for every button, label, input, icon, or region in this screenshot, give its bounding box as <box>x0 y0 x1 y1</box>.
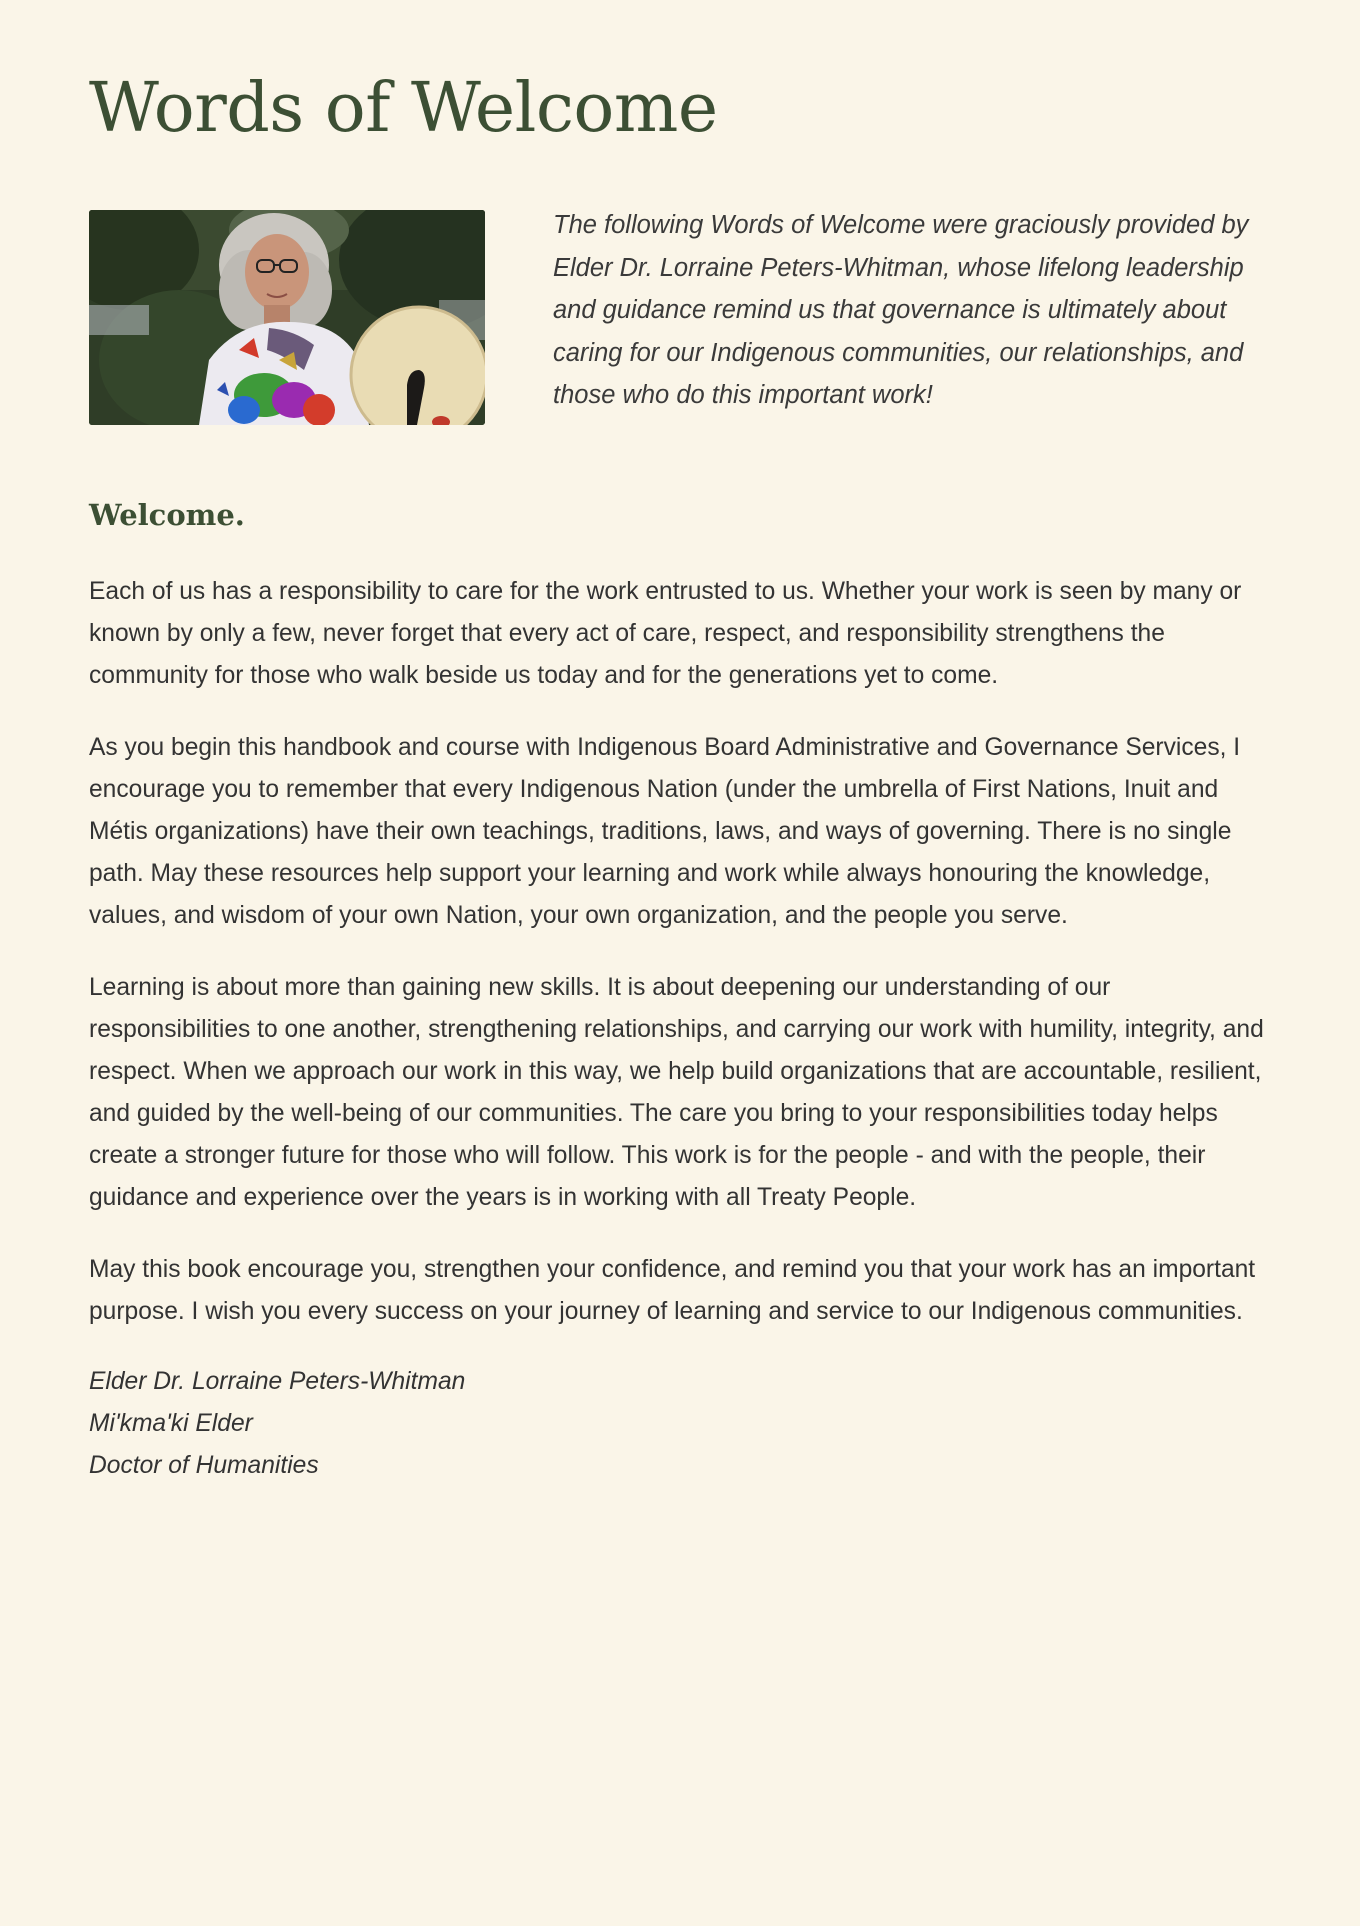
signature-name: Elder Dr. Lorraine Peters-Whitman <box>89 1368 466 1395</box>
page-title: Words of Welcome <box>89 69 718 148</box>
intro-text: The following Words of Welcome were graciously provided by Elder Dr. Lorraine Peters-Whitman, whose lifelong leadership and guidance remind us that governance is ultimately about caring for our Indigenous communities, our relationships, and those who do this important work! <box>553 211 1249 409</box>
signature-role: Mi'kma'ki Elder <box>89 1410 253 1437</box>
signature-block <box>89 1361 1271 1487</box>
paragraph-2: As you begin this handbook and course with Indigenous Board Administrative and Governance Services, I encourage you to remember that every Indigenous Nation (under the umbrella of First Nations, Inuit and Métis organizations) have their own teachings, traditions, laws, and ways of governing. There is no single path. May these resources help support your learning and work while always honouring the knowledge, values, and wisdom of your own Nation, your own organization, and the people you serve. <box>89 734 1241 929</box>
paragraph-1: Each of us has a responsibility to care for the work entrusted to us. Whether your work is seen by many or known by only a few, never forget that every act of care, respect, and responsibility strengthens the community for those who walk beside us today and for the generations yet to come. <box>89 578 1242 689</box>
welcome-heading: Welcome. <box>89 498 245 532</box>
paragraph-3: Learning is about more than gaining new skills. It is about deepening our understanding of our responsibilities to one another, strengthening relationships, and carrying our work with humility, integrity, and respect. When we approach our work in this way, we help build organizations that are accountable, resilient, and guided by the well-being of our communities. The care you bring to your responsibilities today helps create a stronger future for those who will follow. This work is for the people - and with the people, their guidance and experience over the years is in working with all Treaty People. <box>89 974 1264 1211</box>
elder-photo <box>89 210 485 425</box>
signature-title: Doctor of Humanities <box>89 1452 319 1479</box>
paragraph-4: May this book encourage you, strengthen your confidence, and remind you that your work has an important purpose. I wish you every success on your journey of learning and service to our Indigenous communities. <box>89 1256 1256 1325</box>
intro-section <box>89 210 1271 425</box>
